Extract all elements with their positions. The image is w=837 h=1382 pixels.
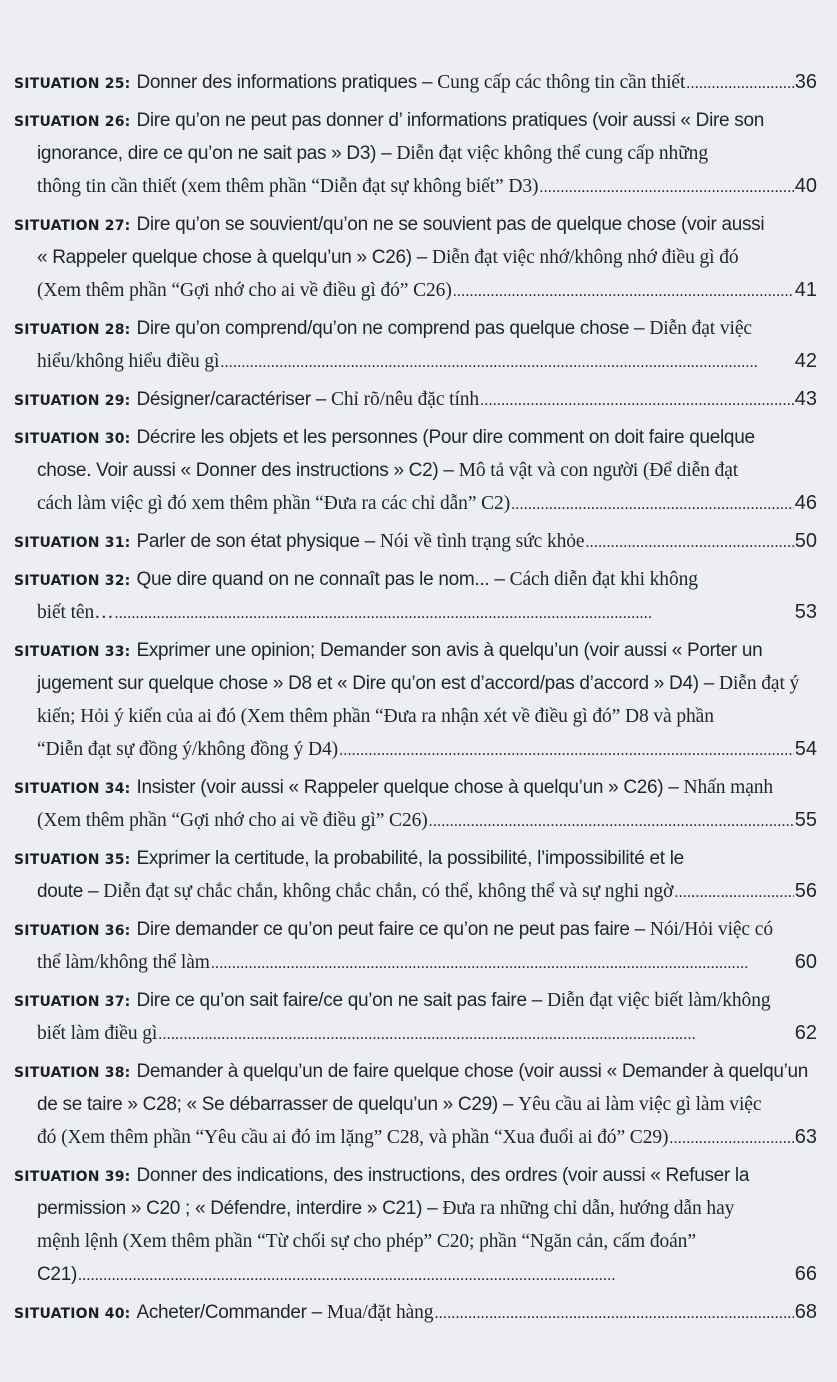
dot-leader [158, 1018, 794, 1051]
vietnamese-title: biết tên… [37, 602, 114, 623]
entry-text [37, 875, 673, 909]
dot-leader [339, 734, 794, 767]
vietnamese-title: (Xem thêm phần “Gợi nhớ cho ai về điều gì” C26) [37, 810, 428, 831]
vietnamese-title: Nhấn mạnh [683, 777, 774, 798]
entry-text [37, 700, 714, 734]
toc-entry [14, 208, 817, 307]
toc-entry [14, 421, 817, 520]
entry-text [37, 170, 538, 204]
vietnamese-title: “Diễn đạt sự đồng ý/không đồng ý D4) [37, 739, 339, 760]
page-number[interactable]: 55 [794, 809, 817, 831]
french-title: Donner des informations pratiques – [136, 72, 438, 93]
vietnamese-title: Đưa ra những chỉ dẫn, hướng dẫn hay [442, 1198, 735, 1219]
toc-entry [14, 1159, 817, 1291]
toc-line [14, 1088, 817, 1121]
entry-text [37, 1017, 157, 1051]
dot-leader [211, 947, 794, 980]
toc-line [14, 241, 817, 274]
dot-leader [220, 346, 793, 379]
toc-line [14, 274, 817, 307]
vietnamese-title: (Xem thêm phần “Gợi nhớ cho ai về điều gì đó” C26) [37, 280, 452, 301]
page-number[interactable]: 60 [794, 951, 817, 973]
entry-text [37, 1088, 761, 1122]
french-title: Parler de son état physique – [136, 531, 380, 552]
situation-label: SITUATION 36: [14, 923, 131, 939]
situation-label: SITUATION 32: [14, 573, 131, 589]
toc-line [14, 984, 817, 1017]
situation-label: SITUATION 38: [14, 1065, 131, 1081]
entry-text [37, 1192, 734, 1226]
vietnamese-title: Nói về tình trạng sức khỏe [379, 531, 585, 552]
page-number[interactable]: 53 [794, 601, 817, 623]
french-title: Dire qu’on comprend/qu’on ne comprend pas quelque chose – [136, 318, 650, 339]
toc-line [14, 1055, 817, 1088]
toc-line [14, 771, 817, 804]
toc-entry [14, 771, 817, 837]
entry-text [37, 1258, 77, 1292]
vietnamese-title: Mô tả vật và con người (Để diễn đạt [458, 460, 739, 481]
entry-text [136, 842, 683, 876]
french-title: « Rappeler quelque chose à quelqu’un » C26) – [37, 247, 432, 268]
vietnamese-title: mệnh lệnh (Xem thêm phần “Từ chối sự cho phép” C20; phần “Ngăn cản, cấm đoán” [37, 1231, 696, 1252]
situation-label: SITUATION 26: [14, 114, 131, 130]
toc-line [14, 170, 817, 203]
toc-entry [14, 634, 817, 766]
table-of-contents [14, 66, 817, 1329]
entry-text [136, 421, 754, 455]
toc-line [14, 667, 817, 700]
vietnamese-title: thể làm/không thể làm [37, 952, 210, 973]
toc-line [14, 312, 817, 345]
entry-text [136, 525, 584, 559]
entry-text [37, 454, 738, 488]
vietnamese-title: Diễn đạt sự chắc chắn, không chắc chắn, có thể, không thể và sự nghi ngờ [103, 881, 674, 902]
situation-label: SITUATION 34: [14, 781, 131, 797]
page-number[interactable]: 41 [794, 279, 817, 301]
toc-line [14, 563, 817, 596]
toc-line [14, 804, 817, 837]
page-number[interactable]: 42 [794, 350, 817, 372]
vietnamese-title: biết làm điều gì [37, 1023, 158, 1044]
dot-leader [115, 597, 794, 630]
french-title: Dire ce qu’on sait faire/ce qu’on ne sait pas faire – [136, 990, 547, 1011]
entry-text [136, 383, 479, 417]
entry-text [37, 946, 210, 980]
french-title: Insister (voir aussi « Rappeler quelque chose à quelqu’un » C26) – [136, 777, 684, 798]
french-title: jugement sur quelque chose » D8 et « Dire qu’on est d’accord/pas d’accord » D4) – [37, 673, 719, 694]
toc-line [14, 421, 817, 454]
toc-line [14, 1258, 817, 1291]
toc-line [14, 634, 817, 667]
toc-line [14, 487, 817, 520]
situation-label: SITUATION 25: [14, 76, 131, 92]
toc-line [14, 842, 817, 875]
entry-text [136, 771, 773, 805]
toc-entry [14, 525, 817, 558]
french-title: Dire demander ce qu’on peut faire ce qu’on ne peut pas faire – [136, 919, 650, 940]
entry-text [37, 137, 708, 171]
french-title: C21) [37, 1264, 77, 1285]
french-title: Dire qu’on ne peut pas donner d’ informations pratiques (voir aussi « Dire son [136, 110, 764, 131]
vietnamese-title: Diễn đạt việc [649, 318, 752, 339]
toc-line [14, 525, 817, 558]
page-number[interactable]: 46 [794, 492, 817, 514]
entry-text [37, 804, 428, 838]
page-number[interactable]: 66 [794, 1263, 817, 1285]
vietnamese-title: Yêu cầu ai làm việc gì làm việc [518, 1094, 762, 1115]
entry-text [136, 984, 770, 1018]
toc-entry [14, 104, 817, 203]
dot-leader [511, 488, 794, 521]
situation-label: SITUATION 40: [14, 1306, 131, 1322]
entry-text [37, 487, 510, 521]
entry-text [136, 104, 764, 138]
entry-text [37, 1225, 696, 1259]
situation-label: SITUATION 37: [14, 994, 131, 1010]
entry-text [136, 1159, 749, 1193]
toc-entry [14, 312, 817, 378]
french-title: Exprimer la certitude, la probabilité, la possibilité, l’impossibilité et le [136, 848, 684, 869]
entry-text [136, 634, 762, 668]
vietnamese-title: Diễn đạt việc không thể cung cấp những [396, 143, 708, 164]
dot-leader [669, 1122, 793, 1155]
dot-leader [429, 805, 794, 838]
toc-line [14, 700, 817, 733]
page-number[interactable]: 56 [794, 880, 817, 902]
vietnamese-title: thông tin cần thiết (xem thêm phần “Diễn đạt sự không biết” D3) [37, 176, 539, 197]
entry-text [136, 312, 752, 346]
french-title: Que dire quand on ne connaît pas le nom... – [136, 569, 510, 590]
entry-text [136, 1055, 808, 1089]
toc-line [14, 1192, 817, 1225]
vietnamese-title: Nói/Hỏi việc có [649, 919, 773, 940]
vietnamese-title: Mua/đặt hàng [326, 1302, 434, 1323]
situation-label: SITUATION 31: [14, 535, 131, 551]
toc-entry [14, 913, 817, 979]
dot-leader [453, 275, 794, 308]
toc-line [14, 454, 817, 487]
toc-line [14, 733, 817, 766]
entry-text [136, 913, 773, 947]
toc-line [14, 104, 817, 137]
toc-line [14, 1121, 817, 1154]
dot-leader [480, 384, 794, 417]
situation-label: SITUATION 33: [14, 644, 131, 660]
entry-text [37, 241, 739, 275]
french-title: Exprimer une opinion; Demander son avis à quelqu’un (voir aussi « Porter un [136, 640, 763, 661]
page-number[interactable]: 36 [794, 71, 817, 93]
entry-text [136, 208, 764, 242]
vietnamese-title: hiểu/không hiểu điều gì [37, 351, 220, 372]
toc-line [14, 383, 817, 416]
entry-text [37, 733, 338, 767]
entry-text [136, 66, 685, 100]
dot-leader [434, 1297, 793, 1330]
french-title: Donner des indications, des instructions, des ordres (voir aussi « Refuser la [136, 1165, 750, 1186]
toc-entry [14, 1296, 817, 1329]
french-title: Acheter/Commander – [136, 1302, 327, 1323]
french-title: Désigner/caractériser – [136, 389, 331, 410]
toc-entry [14, 563, 817, 629]
toc-line [14, 66, 817, 99]
toc-line [14, 1017, 817, 1050]
toc-entry [14, 842, 817, 908]
vietnamese-title: Diễn đạt việc biết làm/không [546, 990, 771, 1011]
french-title: Décrire les objets et les personnes (Pour dire comment on doit faire quelque [136, 427, 755, 448]
vietnamese-title: kiến; Hỏi ý kiến của ai đó (Xem thêm phần “Đưa ra nhận xét về điều gì đó” D8 và phần [37, 706, 714, 727]
toc-line [14, 1159, 817, 1192]
page-number[interactable]: 63 [794, 1126, 817, 1148]
french-title: chose. Voir aussi « Donner des instructions » C2) – [37, 460, 459, 481]
toc-line [14, 596, 817, 629]
french-title: de se taire » C28; « Se débarrasser de quelqu’un » C29) – [37, 1094, 519, 1115]
situation-label: SITUATION 29: [14, 393, 131, 409]
toc-line [14, 1296, 817, 1329]
toc-line [14, 1225, 817, 1258]
dot-leader [539, 171, 793, 204]
vietnamese-title: Cung cấp các thông tin cần thiết [437, 72, 686, 93]
situation-label: SITUATION 30: [14, 431, 131, 447]
situation-label: SITUATION 39: [14, 1169, 131, 1185]
page-number[interactable]: 43 [794, 388, 817, 410]
dot-leader [78, 1259, 794, 1292]
toc-line [14, 913, 817, 946]
entry-text [37, 345, 219, 379]
vietnamese-title: cách làm việc gì đó xem thêm phần “Đưa ra các chỉ dẫn” C2) [37, 493, 511, 514]
french-title: ignorance, dire ce qu’on ne sait pas » D3) – [37, 143, 397, 164]
dot-leader [585, 526, 793, 559]
page-number[interactable]: 68 [794, 1301, 817, 1323]
entry-text [37, 596, 114, 630]
page-number[interactable]: 50 [794, 530, 817, 552]
vietnamese-title: đó (Xem thêm phần “Yêu cầu ai đó im lặng” C28, và phần “Xua đuổi ai đó” C29) [37, 1127, 669, 1148]
toc-line [14, 345, 817, 378]
page-number[interactable]: 54 [794, 738, 817, 760]
french-title: Dire qu’on se souvient/qu’on ne se souvient pas de quelque chose (voir aussi [136, 214, 765, 235]
entry-text [136, 1296, 433, 1330]
situation-label: SITUATION 35: [14, 852, 131, 868]
situation-label: SITUATION 27: [14, 218, 131, 234]
entry-text [37, 274, 452, 308]
toc-line [14, 946, 817, 979]
page-number[interactable]: 40 [794, 175, 817, 197]
vietnamese-title: Diễn đạt ý [718, 673, 800, 694]
dot-leader [674, 876, 793, 909]
toc-line [14, 137, 817, 170]
page-number[interactable]: 62 [794, 1022, 817, 1044]
toc-entry [14, 66, 817, 99]
entry-text [136, 563, 697, 597]
toc-line [14, 875, 817, 908]
french-title: Demander à quelqu’un de faire quelque chose (voir aussi « Demander à quelqu’un [136, 1061, 809, 1082]
dot-leader [686, 67, 793, 100]
entry-text [37, 1121, 668, 1155]
entry-text [37, 667, 799, 701]
toc-line [14, 208, 817, 241]
vietnamese-title: Diễn đạt việc nhớ/không nhớ điều gì đó [432, 247, 739, 268]
toc-entry [14, 984, 817, 1050]
vietnamese-title: Cách diễn đạt khi không [509, 569, 698, 590]
toc-entry [14, 383, 817, 416]
toc-entry [14, 1055, 817, 1154]
vietnamese-title: Chỉ rõ/nêu đặc tính [330, 389, 480, 410]
french-title: doute – [37, 881, 104, 902]
french-title: permission » C20 ; « Défendre, interdire » C21) – [37, 1198, 443, 1219]
situation-label: SITUATION 28: [14, 322, 131, 338]
